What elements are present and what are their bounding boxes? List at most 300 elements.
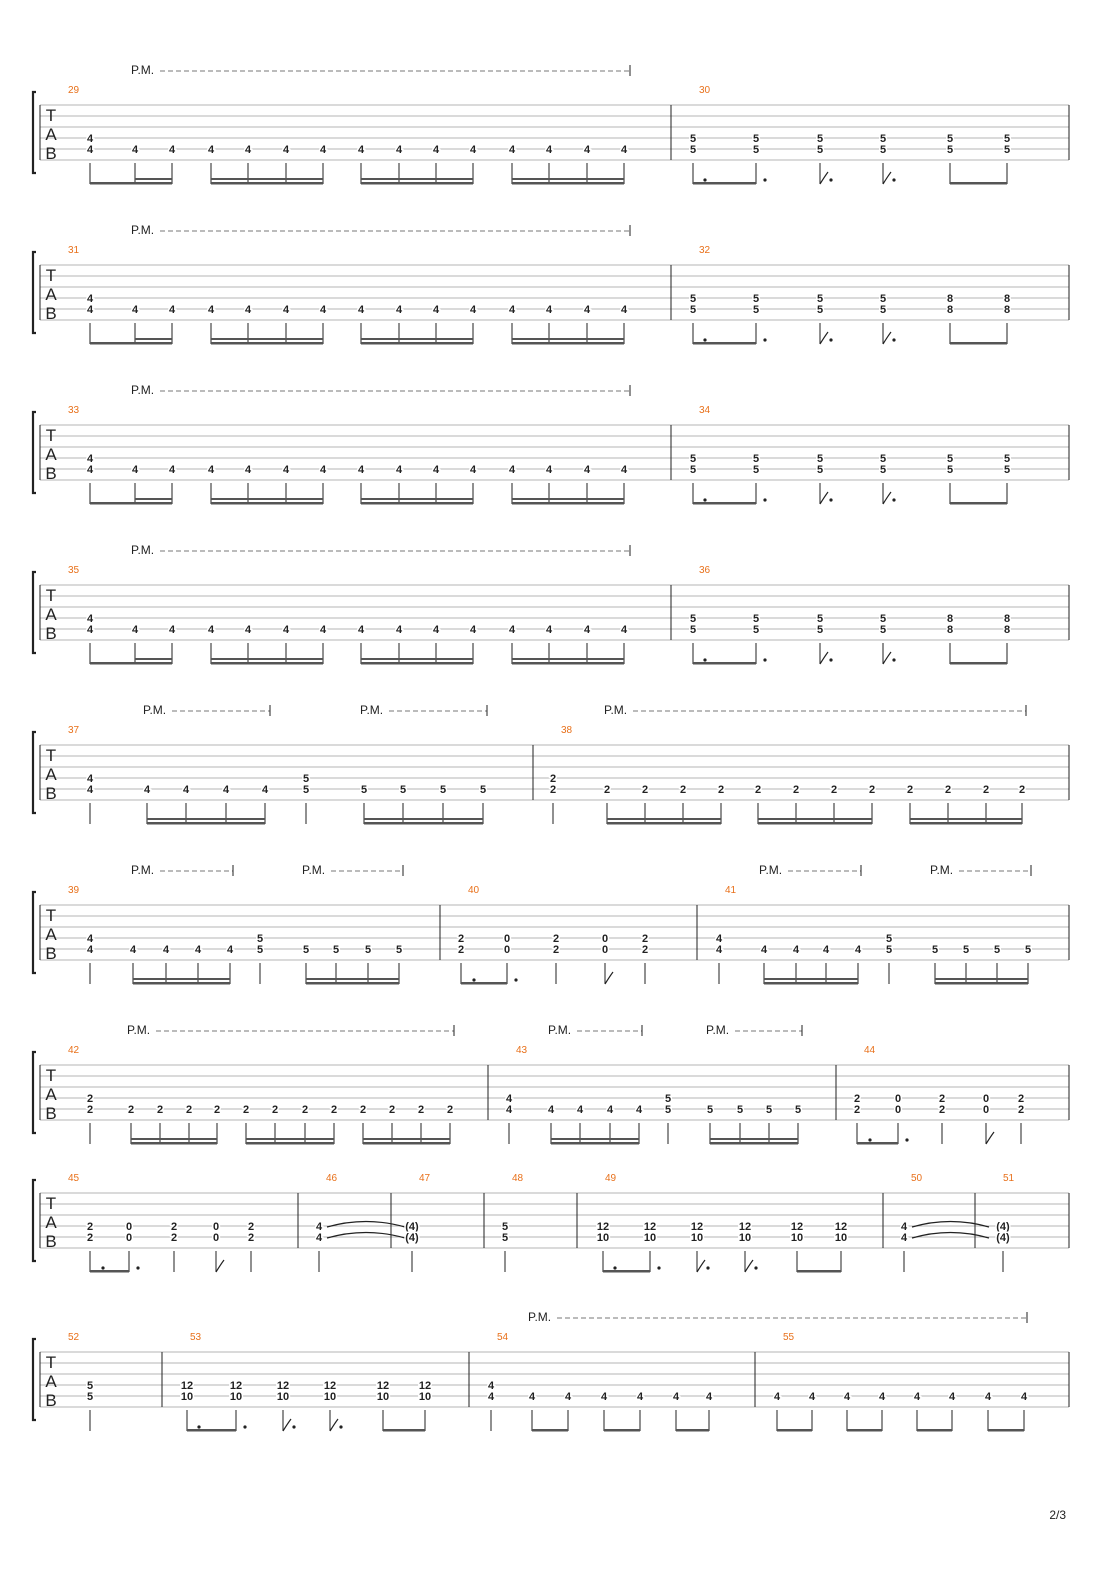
fret-number: 2 [754,784,762,796]
fret-number: 4 [319,144,327,156]
dot [514,978,517,981]
fret-number: 5 [479,784,487,796]
measure-number: 36 [699,565,711,576]
beam [910,822,1022,825]
fret-number: 5 [1003,464,1011,476]
fret-number: 0 [982,1104,990,1116]
beam [603,1270,650,1273]
fret-number: 0 [601,933,609,945]
fret-number: 5 [765,1104,773,1116]
fret-number: 4 [207,304,215,316]
fret-number: 12 [376,1380,390,1392]
fret-number: 4 [261,784,269,796]
palm-mute-label: P.M. [131,223,155,237]
fret-number: 4 [357,144,365,156]
fret-number: 5 [816,293,824,305]
fret-number: 4 [878,1391,886,1403]
tab-clef-letter: A [45,925,57,944]
beam [383,1429,425,1432]
tab-clef-letter: B [45,144,57,163]
fret-number: 5 [1003,144,1011,156]
fret-number: 5 [752,453,760,465]
fret-number: 5 [689,453,697,465]
beam [133,982,230,985]
fret-number: 10 [790,1232,804,1244]
tab-clef-letter: T [45,1194,57,1213]
beam [693,502,756,505]
beam [461,982,507,985]
fret-number: 5 [879,624,887,636]
flag [883,492,891,504]
fret-number: 5 [816,464,824,476]
beam [364,822,483,825]
tab-system [33,543,1069,665]
beam-secondary [246,1138,334,1140]
fret-number: 5 [501,1232,509,1244]
tab-clef-letter: A [45,445,57,464]
beam-secondary [306,978,399,980]
fret-number: 4 [564,1391,572,1403]
fret-number: 2 [185,1104,193,1116]
dot [197,1425,200,1428]
beam-secondary [211,178,323,180]
measure-number: 29 [68,85,80,96]
beam-secondary [512,658,624,660]
fret-number: 10 [834,1232,848,1244]
measure-number: 51 [1003,1173,1015,1184]
fret-number: 4 [508,144,516,156]
fret-number: 4 [207,144,215,156]
beam [512,662,624,665]
fret-number: 2 [86,1104,94,1116]
dot [829,338,832,341]
tab-clef-letter: A [45,1085,57,1104]
fret-number: 5 [86,1391,94,1403]
fret-number: 4 [545,304,553,316]
fret-number: 5 [360,784,368,796]
fret-number: 4 [86,293,94,305]
measure-number: 48 [512,1173,524,1184]
fret-number: 4 [469,624,477,636]
tab-clef-letter: T [45,586,57,605]
beam-secondary [361,498,473,500]
fret-number: 0 [982,1093,990,1105]
dot [703,498,706,501]
tab-clef-letter: A [45,1213,57,1232]
dot [892,178,895,181]
fret-number: 8 [1003,293,1011,305]
fret-number: 10 [596,1232,610,1244]
tab-clef-letter: B [45,1391,57,1410]
fret-number: 5 [302,784,310,796]
fret-number: 5 [816,144,824,156]
fret-number: 4 [487,1380,495,1392]
beam [187,1429,236,1432]
dot [763,178,766,181]
fret-number: 4 [395,624,403,636]
fret-number: 4 [244,304,252,316]
fret-number: 2 [982,784,990,796]
fret-number: 5 [946,144,954,156]
fret-number: 4 [86,773,94,785]
dot [472,978,475,981]
fret-number: 10 [323,1391,337,1403]
fret-number: 5 [752,144,760,156]
beam [950,342,1007,345]
system-bracket [33,412,36,493]
beam [857,1142,898,1145]
fret-number: 4 [547,1104,555,1116]
fret-number: 4 [715,933,723,945]
fret-number: 2 [301,1104,309,1116]
fret-number: 5 [752,464,760,476]
fret-number: (4) [405,1221,419,1233]
system-bracket [33,1339,36,1420]
fret-number: 5 [689,133,697,145]
beam-secondary [135,498,172,500]
fret-number: 2 [1017,1104,1025,1116]
fret-number: 4 [620,624,628,636]
tab-clef-letter: B [45,304,57,323]
fret-number: 4 [357,624,365,636]
fret-number: 4 [528,1391,536,1403]
beam [90,1270,129,1273]
fret-number: 5 [689,464,697,476]
dot [763,658,766,661]
fret-number: 4 [182,784,190,796]
fret-number: 4 [715,944,723,956]
palm-mute-label: P.M. [930,863,954,877]
fret-number: 4 [86,933,94,945]
fret-number: 2 [247,1232,255,1244]
beam-secondary [764,978,858,980]
beam [131,1142,217,1145]
tab-system [33,1173,1069,1273]
palm-mute-label: P.M. [548,1023,572,1037]
fret-number: 2 [271,1104,279,1116]
fret-number: 4 [948,1391,956,1403]
fret-number: 4 [315,1232,323,1244]
fret-number: 4 [131,624,139,636]
beam [935,982,1028,985]
beam [847,1429,882,1432]
beam [90,502,172,505]
beam-secondary [607,818,721,820]
beam [950,502,1007,505]
fret-number: 2 [868,784,876,796]
measure-number: 34 [699,405,711,416]
fret-number: (4) [405,1232,419,1244]
fret-number: 5 [752,624,760,636]
fret-number: 4 [315,1221,323,1233]
fret-number: 4 [576,1104,584,1116]
beam [777,1429,812,1432]
fret-number: 4 [282,304,290,316]
beam-secondary [211,498,323,500]
fret-number: 5 [1003,133,1011,145]
fret-number: 8 [946,624,954,636]
fret-number: 5 [816,624,824,636]
palm-mute-label: P.M. [143,703,167,717]
beam [693,342,756,345]
measure-number: 31 [68,245,80,256]
fret-number: 12 [834,1221,848,1233]
fret-number: 4 [244,144,252,156]
fret-number: 0 [601,944,609,956]
fret-number: 4 [900,1221,908,1233]
beam [797,1270,841,1273]
fret-number: 4 [222,784,230,796]
dot [763,338,766,341]
fret-number: 10 [180,1391,194,1403]
fret-number: 2 [330,1104,338,1116]
fret-number: 4 [583,464,591,476]
fret-number: 2 [86,1093,94,1105]
fret-number: 8 [1003,613,1011,625]
measure-number: 39 [68,885,80,896]
fret-number: 4 [822,944,830,956]
fret-number: 4 [395,464,403,476]
fret-number: 4 [432,144,440,156]
fret-number: 5 [706,1104,714,1116]
fret-number: 5 [689,144,697,156]
fret-number: 5 [256,933,264,945]
fret-number: 4 [244,464,252,476]
dot [829,658,832,661]
beam [512,342,624,345]
fret-number: 4 [545,144,553,156]
fret-number: 10 [643,1232,657,1244]
fret-number: 2 [170,1232,178,1244]
fret-number: 2 [938,1093,946,1105]
fret-number: 5 [689,624,697,636]
tab-system [33,1310,1069,1432]
flag [986,1132,994,1144]
fret-number: 4 [620,304,628,316]
tab-clef-letter: B [45,1232,57,1251]
dot [892,658,895,661]
fret-number: 5 [993,944,1001,956]
beam [306,982,399,985]
fret-number: 4 [357,304,365,316]
fret-number: 2 [603,784,611,796]
beam [676,1429,709,1432]
beam [758,822,872,825]
beam-secondary [211,338,323,340]
fret-number: 12 [790,1221,804,1233]
fret-number: 2 [417,1104,425,1116]
measure-number: 37 [68,725,80,736]
fret-number: 5 [879,464,887,476]
fret-number: 2 [242,1104,250,1116]
fret-number: 4 [282,144,290,156]
fret-number: 10 [229,1391,243,1403]
fret-number: 4 [635,1104,643,1116]
fret-number: 4 [773,1391,781,1403]
fret-number: 4 [357,464,365,476]
flag [883,172,891,184]
fret-number: 2 [156,1104,164,1116]
palm-mute-label: P.M. [131,383,155,397]
beam-secondary [363,1138,450,1140]
fret-number: 4 [131,144,139,156]
beam-secondary [758,818,872,820]
beam [361,182,473,185]
fret-number: 5 [302,944,310,956]
fret-number: 4 [168,144,176,156]
fret-number: 0 [125,1221,133,1233]
palm-mute-label: P.M. [127,1023,151,1037]
palm-mute-label: P.M. [131,63,155,77]
fret-number: 8 [946,613,954,625]
beam-secondary [133,978,230,980]
measure-number: 53 [190,1332,202,1343]
beam-secondary [910,818,1022,820]
measure-number: 52 [68,1332,80,1343]
palm-mute-label: P.M. [706,1023,730,1037]
beam [512,182,624,185]
fret-number: 2 [853,1104,861,1116]
fret-number: 4 [583,144,591,156]
fret-number: 4 [432,304,440,316]
beam-secondary [512,178,624,180]
fret-number: 5 [664,1104,672,1116]
measure-number: 43 [516,1045,528,1056]
tab-clef-letter: T [45,426,57,445]
beam [211,502,323,505]
fret-number: 0 [125,1232,133,1244]
fret-number: 4 [508,464,516,476]
fret-number: 12 [596,1221,610,1233]
system-bracket [33,732,36,813]
fret-number: 4 [207,464,215,476]
dot [754,1266,757,1269]
fret-number: 4 [129,944,137,956]
beam [512,502,624,505]
fret-number: 4 [545,464,553,476]
fret-number: 2 [457,944,465,956]
dot [763,498,766,501]
fret-number: 2 [641,944,649,956]
fret-number: 12 [323,1380,337,1392]
beam [607,822,721,825]
tab-clef-letter: A [45,1372,57,1391]
fret-number: 4 [319,624,327,636]
fret-number: 12 [643,1221,657,1233]
fret-number: 5 [946,133,954,145]
dot [101,1266,104,1269]
fret-number: 4 [1020,1391,1028,1403]
fret-number: 4 [131,464,139,476]
fret-number: 5 [1003,453,1011,465]
fret-number: 4 [843,1391,851,1403]
fret-number: 8 [1003,624,1011,636]
tab-system [33,863,1069,985]
fret-number: 4 [131,304,139,316]
flag [216,1260,224,1272]
dot [703,658,706,661]
fret-number: 5 [752,133,760,145]
tab-clef-letter: B [45,464,57,483]
fret-number: 2 [641,784,649,796]
fret-number: 5 [399,784,407,796]
dot [703,338,706,341]
fret-number: 2 [247,1221,255,1233]
beam [551,1142,639,1145]
beam [693,182,756,185]
fret-number: 4 [86,624,94,636]
fret-number: 12 [229,1380,243,1392]
dot [613,1266,616,1269]
fret-number: 4 [207,624,215,636]
flag [883,332,891,344]
fret-number: 10 [738,1232,752,1244]
fret-number: 4 [583,624,591,636]
beam [90,182,172,185]
measure-number: 40 [468,885,480,896]
fret-number: 4 [760,944,768,956]
dot [892,498,895,501]
fret-number: 2 [213,1104,221,1116]
tab-clef-letter: T [45,1353,57,1372]
fret-number: 4 [319,464,327,476]
flag [883,652,891,664]
beam-secondary [211,658,323,660]
measure-number: 32 [699,245,711,256]
fret-number: 2 [938,1104,946,1116]
beam [988,1429,1024,1432]
palm-mute-label: P.M. [131,543,155,557]
system-bracket [33,572,36,653]
fret-number: 4 [86,133,94,145]
dot [339,1425,342,1428]
fret-number: 4 [808,1391,816,1403]
system-bracket [33,1052,36,1133]
fret-number: 2 [549,784,557,796]
beam-secondary [135,178,172,180]
fret-number: 2 [127,1104,135,1116]
flag [820,332,828,344]
fret-number: 2 [792,784,800,796]
measure-number: 50 [911,1173,923,1184]
fret-number: 4 [900,1232,908,1244]
fret-number: 10 [276,1391,290,1403]
beam [532,1429,568,1432]
fret-number: 5 [736,1104,744,1116]
fret-number: 5 [689,613,697,625]
fret-number: 5 [879,293,887,305]
fret-number: 4 [984,1391,992,1403]
fret-number: 4 [194,944,202,956]
tab-system [33,383,1069,505]
beam [211,662,323,665]
fret-number: 5 [879,144,887,156]
fret-number: 4 [600,1391,608,1403]
fret-number: (4) [996,1221,1010,1233]
fret-number: 2 [906,784,914,796]
dot [905,1138,908,1141]
beam [147,822,265,825]
fret-number: 4 [469,464,477,476]
fret-number: 5 [501,1221,509,1233]
beam-secondary [364,818,483,820]
measure-number: 49 [605,1173,617,1184]
fret-number: 0 [212,1232,220,1244]
flag [605,972,613,984]
measure-number: 55 [783,1332,795,1343]
measure-number: 47 [419,1173,431,1184]
beam-secondary [131,1138,217,1140]
